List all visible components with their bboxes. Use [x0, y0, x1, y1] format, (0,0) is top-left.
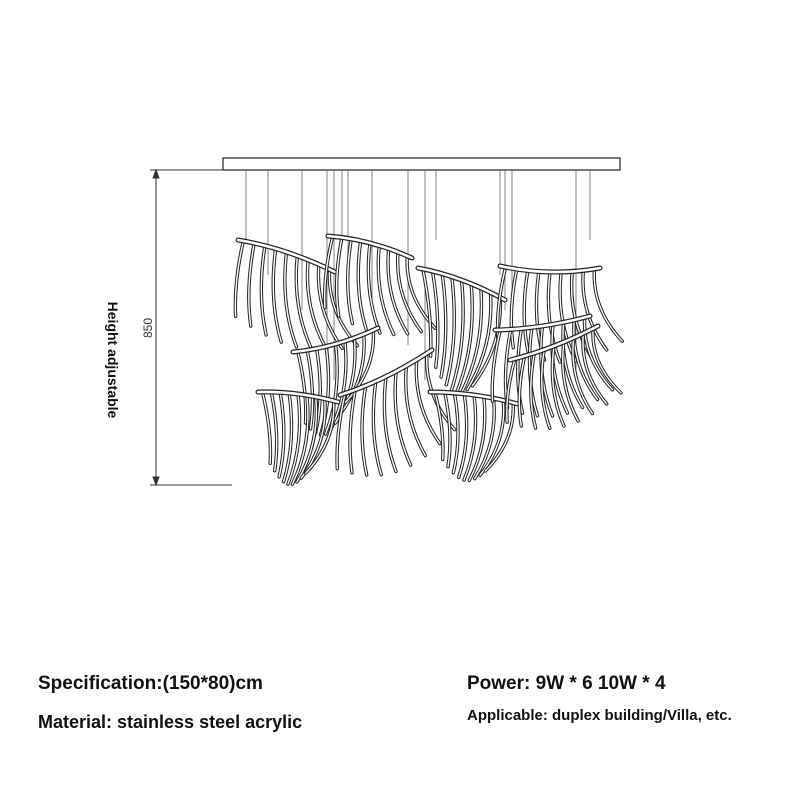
ceiling-canopy [223, 158, 620, 170]
acrylic-rod [285, 252, 297, 347]
specification-text: Specification:(150*80)cm [38, 673, 263, 694]
light-module [258, 392, 338, 484]
applicable-text: Applicable: duplex building/Villa, etc. [467, 707, 732, 724]
acrylic-rod-inner [395, 371, 411, 465]
power-text: Power: 9W * 6 10W * 4 [467, 673, 666, 694]
light-module [430, 392, 518, 480]
light-module [498, 266, 623, 362]
material-text: Material: stainless steel acrylic [38, 712, 303, 732]
light-modules [235, 236, 622, 484]
acrylic-rod [594, 269, 622, 341]
light-module [293, 328, 378, 435]
height-dimension [150, 170, 232, 485]
